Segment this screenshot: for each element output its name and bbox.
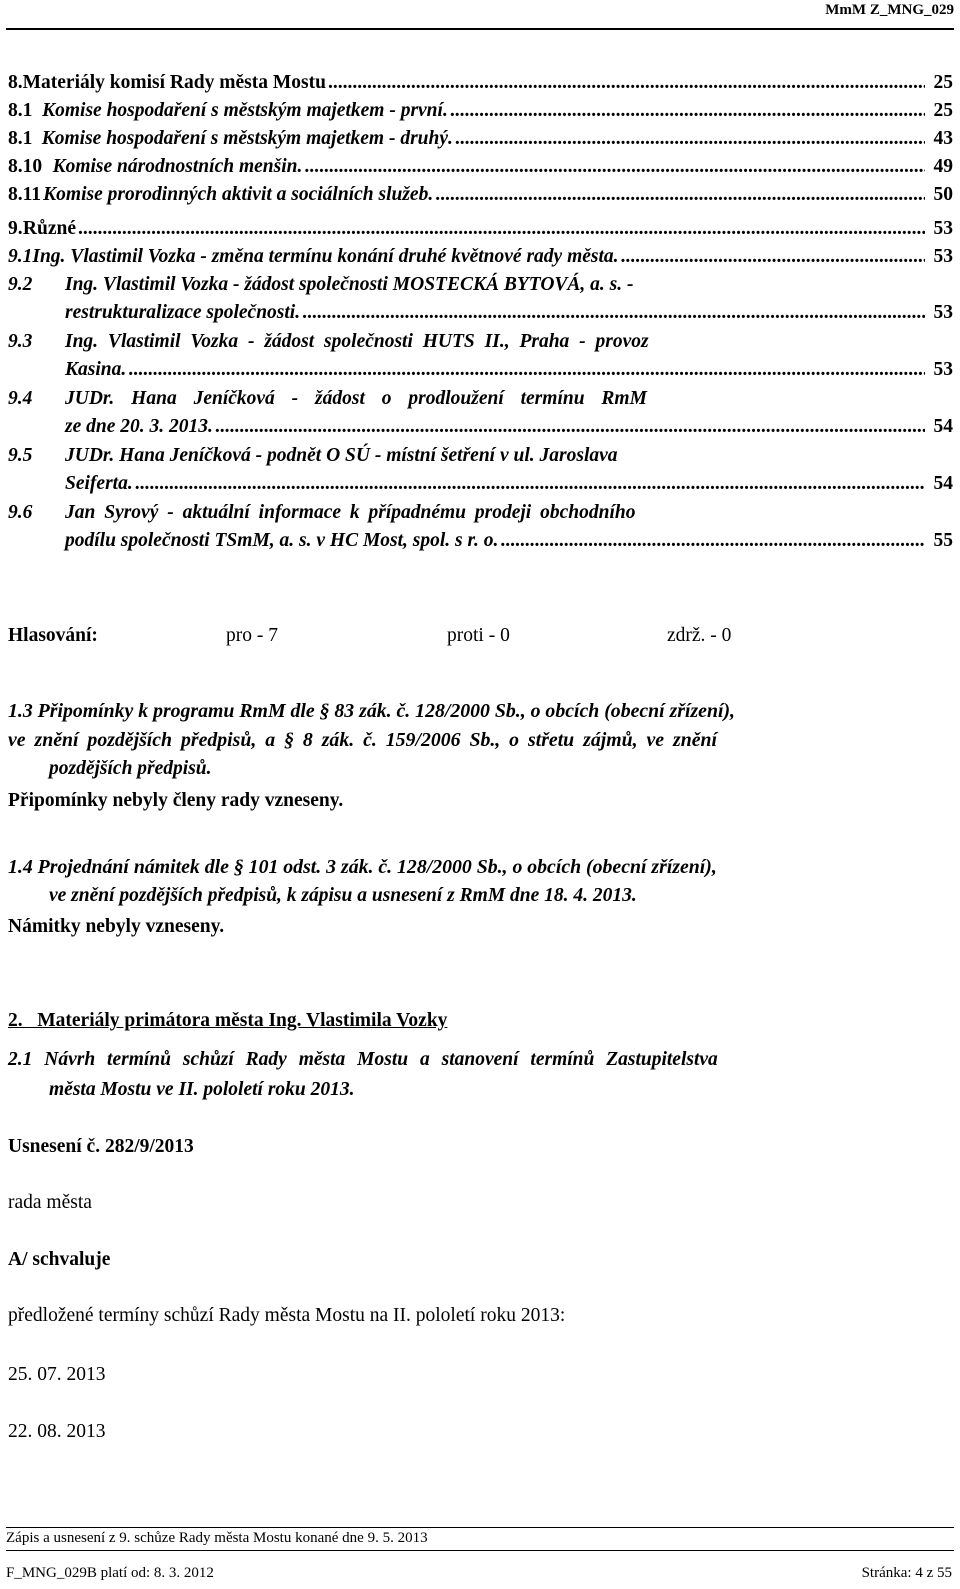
- toc-text: Kasina.: [65, 359, 127, 380]
- toc-text: JUDr. Hana Jeníčková - podnět O SÚ - místní šetření v ul. Jaroslava: [65, 445, 618, 466]
- toc-text: Ing. Vlastimil Vozka - změna termínu konání druhé květnové rady města.: [32, 246, 619, 267]
- toc-number: 8.: [8, 72, 23, 93]
- section-2-1-heading: 2.1 Návrh termínů schůzí Rady města Mostu a stanovení termínů Zastupitelstva: [8, 1049, 718, 1070]
- footer-rule: [6, 1550, 954, 1551]
- toc-text: JUDr. Hana Jeníčková - žádost o prodloužení termínu RmM: [65, 388, 647, 409]
- resolution-body: rada města: [8, 1192, 92, 1213]
- meeting-date: 22. 08. 2013: [8, 1421, 106, 1442]
- leader-dots: [128, 356, 925, 384]
- footer-meeting: Zápis a usnesení z 9. schůze Rady města Mostu konané dne 9. 5. 2013: [6, 1530, 428, 1546]
- footer-page-number: Stránka: 4 z 55: [861, 1565, 952, 1581]
- toc-entry[interactable]: [8, 328, 953, 384]
- toc-page: 53: [933, 302, 953, 323]
- toc-text: Ing. Vlastimil Vozka - žádost společnosti MOSTECKÁ BYTOVÁ, a. s. -: [65, 274, 634, 295]
- toc-number: 8.11: [8, 184, 42, 205]
- toc-page: 50: [933, 184, 953, 205]
- toc-page: 53: [933, 246, 953, 267]
- leader-dots: [215, 413, 925, 441]
- toc-text: Komise hospodaření s městským majetkem - druhý.: [41, 128, 453, 149]
- toc-text: Různé: [22, 218, 76, 239]
- toc-text: Ing. Vlastimil Vozka - žádost společnosti HUTS II., Praha - provoz: [65, 331, 649, 352]
- document-code: MmM Z_MNG_029: [825, 2, 954, 18]
- toc-entry[interactable]: [8, 97, 953, 125]
- section-2-heading: 2. Materiály primátora města Ing. Vlastimila Vozky: [8, 1010, 448, 1031]
- leader-dots: [621, 243, 925, 271]
- toc-number: 9.4: [8, 388, 33, 409]
- leader-dots: [302, 299, 925, 327]
- toc-text: restrukturalizace společnosti.: [65, 302, 301, 323]
- toc-number: 9.1: [8, 246, 33, 267]
- toc-page: 25: [933, 72, 953, 93]
- toc-page: 43: [933, 128, 953, 149]
- vote-proti: proti - 0: [447, 625, 510, 646]
- toc-text: Seiferta.: [65, 473, 133, 494]
- toc-number: 9.3: [8, 331, 33, 352]
- vote-label: Hlasování:: [8, 625, 98, 646]
- leader-dots: [435, 181, 925, 209]
- toc-text: Komise prorodinných aktivit a sociálních služeb.: [43, 184, 434, 205]
- section-2-1-heading: města Mostu ve II. pololetí roku 2013.: [49, 1079, 355, 1100]
- leader-dots: [455, 125, 925, 153]
- toc-number: 9.2: [8, 274, 33, 295]
- toc-entry[interactable]: [8, 442, 953, 498]
- footer-rule: [6, 1527, 954, 1528]
- leader-dots: [304, 153, 925, 181]
- toc-page: 49: [933, 156, 953, 177]
- toc-text: Komise národnostních menšin.: [52, 156, 303, 177]
- toc-page: 54: [933, 473, 953, 494]
- toc-page: 53: [933, 359, 953, 380]
- section-1-4-note: Námitky nebyly vzneseny.: [8, 916, 225, 937]
- leader-dots: [78, 215, 925, 243]
- resolution-decision: A/ schvaluje: [8, 1249, 111, 1270]
- toc-entry[interactable]: [8, 215, 953, 243]
- toc-number: 9.: [8, 218, 23, 239]
- section-1-4-heading: ve znění pozdějších předpisů, k zápisu a usnesení z RmM dne 18. 4. 2013.: [49, 885, 637, 906]
- toc-number: 9.5: [8, 445, 33, 466]
- section-1-4-heading: 1.4 Projednání námitek dle § 101 odst. 3 zák. č. 128/2000 Sb., o obcích (obecní zřízení),: [8, 856, 717, 878]
- leader-dots: [135, 470, 925, 498]
- toc-entry[interactable]: [8, 181, 953, 209]
- footer-form-code: F_MNG_029B platí od: 8. 3. 2012: [6, 1565, 214, 1581]
- resolution-number: Usnesení č. 282/9/2013: [8, 1136, 194, 1157]
- section-1-3-note: Připomínky nebyly členy rady vzneseny.: [8, 790, 344, 811]
- header-rule: [6, 28, 954, 30]
- toc-number: 8.1: [8, 100, 33, 121]
- toc-entry[interactable]: [8, 243, 953, 271]
- toc-page: 53: [933, 218, 953, 239]
- section-1-3-heading: 1.3 Připomínky k programu RmM dle § 83 zák. č. 128/2000 Sb., o obcích (obecní zřízení),: [8, 700, 735, 722]
- toc-entry[interactable]: [8, 125, 953, 153]
- toc-entry[interactable]: [8, 385, 953, 441]
- leader-dots: [328, 69, 925, 97]
- toc-number: 8.10: [8, 156, 43, 177]
- toc-page: 25: [933, 100, 953, 121]
- section-1-3-heading: ve znění pozdějších předpisů, a § 8 zák. č. 159/2006 Sb., o střetu zájmů, ve znění: [8, 729, 717, 751]
- toc-text: Komise hospodaření s městským majetkem - první.: [42, 100, 448, 121]
- toc-entry[interactable]: [8, 271, 953, 327]
- toc-entry[interactable]: [8, 153, 953, 181]
- meeting-date: 25. 07. 2013: [8, 1364, 106, 1385]
- toc-text: Materiály komisí Rady města Mostu: [22, 72, 326, 93]
- toc-text: Jan Syrový - aktuální informace k případnému prodeji obchodního: [65, 502, 636, 523]
- vote-pro: pro - 7: [226, 625, 278, 646]
- toc-entry[interactable]: [8, 499, 953, 555]
- leader-dots: [500, 527, 925, 555]
- toc-page: 54: [933, 416, 953, 437]
- toc-page: 55: [933, 530, 953, 551]
- section-1-3-heading: pozdějších předpisů.: [49, 758, 212, 779]
- toc-text: ze dne 20. 3. 2013.: [65, 416, 213, 437]
- toc-entry[interactable]: [8, 69, 953, 97]
- toc-number: 8.1: [8, 128, 33, 149]
- leader-dots: [450, 97, 925, 125]
- toc-text: podílu společnosti TSmM, a. s. v HC Most, spol. s r. o.: [65, 530, 499, 551]
- vote-abstain: zdrž. - 0: [667, 625, 732, 646]
- toc-number: 9.6: [8, 502, 33, 523]
- resolution-text: předložené termíny schůzí Rady města Mostu na II. pololetí roku 2013:: [8, 1305, 566, 1326]
